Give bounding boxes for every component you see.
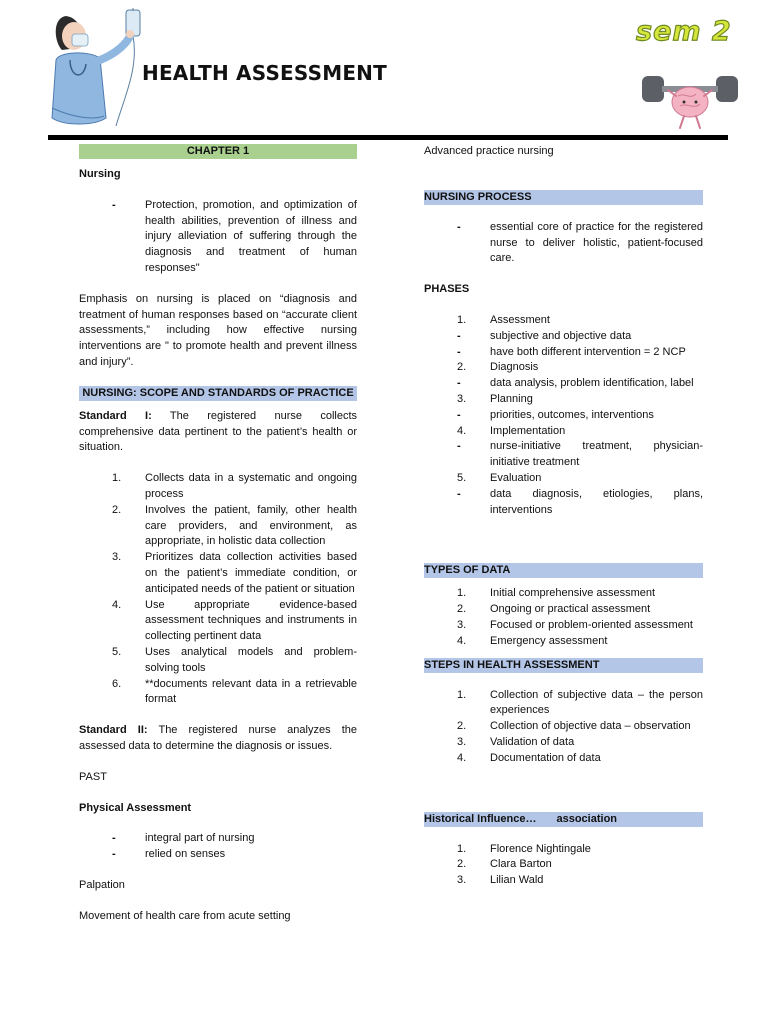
list-item: 3. Lilian Wald	[457, 874, 544, 887]
list-item: 1. Initial comprehensive assessment	[457, 587, 656, 600]
emphasis-paragraph: Emphasis on nursing is placed on “diagnosis and treatment of human responses based on “accurate client assessments,” including how effective nursing interventions are " to promote health and prevent illness and injury”.	[79, 292, 357, 368]
list-item: 1. Florence Nightingale	[457, 842, 591, 855]
chapter-band: CHAPTER 1	[79, 144, 357, 159]
page-title: HEALTH ASSESSMENT	[142, 61, 387, 85]
semester-label: sem 2	[636, 16, 732, 47]
list-item: 5. Uses analytical models and problem-solving tools	[112, 645, 357, 674]
header-divider	[48, 135, 728, 140]
list-item: - essential core of practice for the registered nurse to deliver holistic, patient-focused care.	[457, 220, 703, 265]
movement-text: Movement of health care from acute setting	[79, 909, 291, 922]
list-item: 4. Implementation	[457, 424, 566, 437]
left-column	[79, 144, 357, 924]
list-item: 2. Diagnosis	[457, 361, 539, 374]
list-item: 1. Collection of subjective data – the person experiences	[457, 688, 703, 717]
list-item: 2. Ongoing or practical assessment	[457, 603, 651, 616]
nursing-heading: Nursing	[79, 168, 121, 180]
list-item: 2. Involves the patient, family, other health care providers, and environment, as appropriate, in holistic data collection	[112, 503, 357, 548]
list-item: - integral part of nursing	[112, 832, 255, 845]
standard-2-paragraph: Standard II: The registered nurse analyzes the assessed data to determine the diagnosis or issues.	[79, 724, 357, 752]
list-item: 3. Validation of data	[457, 735, 575, 748]
list-item: 1. Collects data in a systematic and ongoing process	[112, 472, 357, 500]
list-item: 2. Collection of objective data – observation	[457, 720, 691, 733]
list-item: - data diagnosis, etiologies, plans, interventions	[457, 487, 703, 516]
past-label: PAST	[79, 770, 107, 783]
list-item: - subjective and objective data	[457, 329, 632, 342]
palpation-label: Palpation	[79, 878, 125, 891]
advanced-practice-text: Advanced practice nursing	[424, 145, 554, 157]
list-item: 3. Planning	[457, 392, 533, 405]
list-item: 3. Prioritizes data collection activities based on the patient’s immediate condition, or anticipated needs of the patient or situation	[112, 551, 357, 595]
nurse-illustration	[44, 8, 152, 132]
list-item: - priorities, outcomes, interventions	[457, 408, 654, 421]
nursing-process-band: NURSING PROCESS	[424, 190, 703, 205]
types-of-data-band: TYPES OF DATA	[424, 563, 703, 578]
phases-heading: PHASES	[424, 283, 470, 296]
list-item: - have both different intervention = 2 NCP	[457, 345, 686, 358]
standard-1-paragraph: Standard I: The registered nurse collects comprehensive data pertinent to the patient’s health or situation.	[79, 409, 358, 454]
list-item: - data analysis, problem identification, label	[457, 377, 694, 390]
list-item: 5. Evaluation	[457, 471, 542, 484]
list-item: 1. Assessment	[457, 313, 550, 326]
physical-assessment-heading: Physical Assessment	[79, 801, 192, 814]
list-item: 6. **documents relevant data in a retrievable format	[112, 677, 357, 706]
page-header	[0, 0, 768, 140]
right-column	[424, 144, 703, 889]
list-item: 3. Focused or problem-oriented assessment	[457, 618, 693, 631]
list-item: 4. Emergency assessment	[457, 634, 608, 647]
list-item: - nurse-initiative treatment, physician-initiative treatment	[457, 440, 703, 469]
dash-bullet: -	[112, 198, 116, 211]
historical-band: Historical Influence… association	[424, 812, 703, 827]
list-item: - relied on senses	[112, 848, 226, 861]
list-item: 4. Documentation of data	[457, 751, 601, 764]
list-item: 4. Use appropriate evidence-based assessment techniques and instruments in collecting pertinent data	[112, 598, 357, 643]
list-item: - Protection, promotion, and optimization of health abilities, prevention of illness and injury alleviation of suffering through the diagnosis and treatment of human responses"	[112, 198, 357, 274]
steps-band: STEPS IN HEALTH ASSESSMENT	[424, 658, 703, 673]
scope-band: NURSING: SCOPE AND STANDARDS OF PRACTICE	[79, 386, 357, 401]
brain-lifting-illustration	[640, 66, 740, 132]
list-item: 2. Clara Barton	[457, 858, 552, 871]
